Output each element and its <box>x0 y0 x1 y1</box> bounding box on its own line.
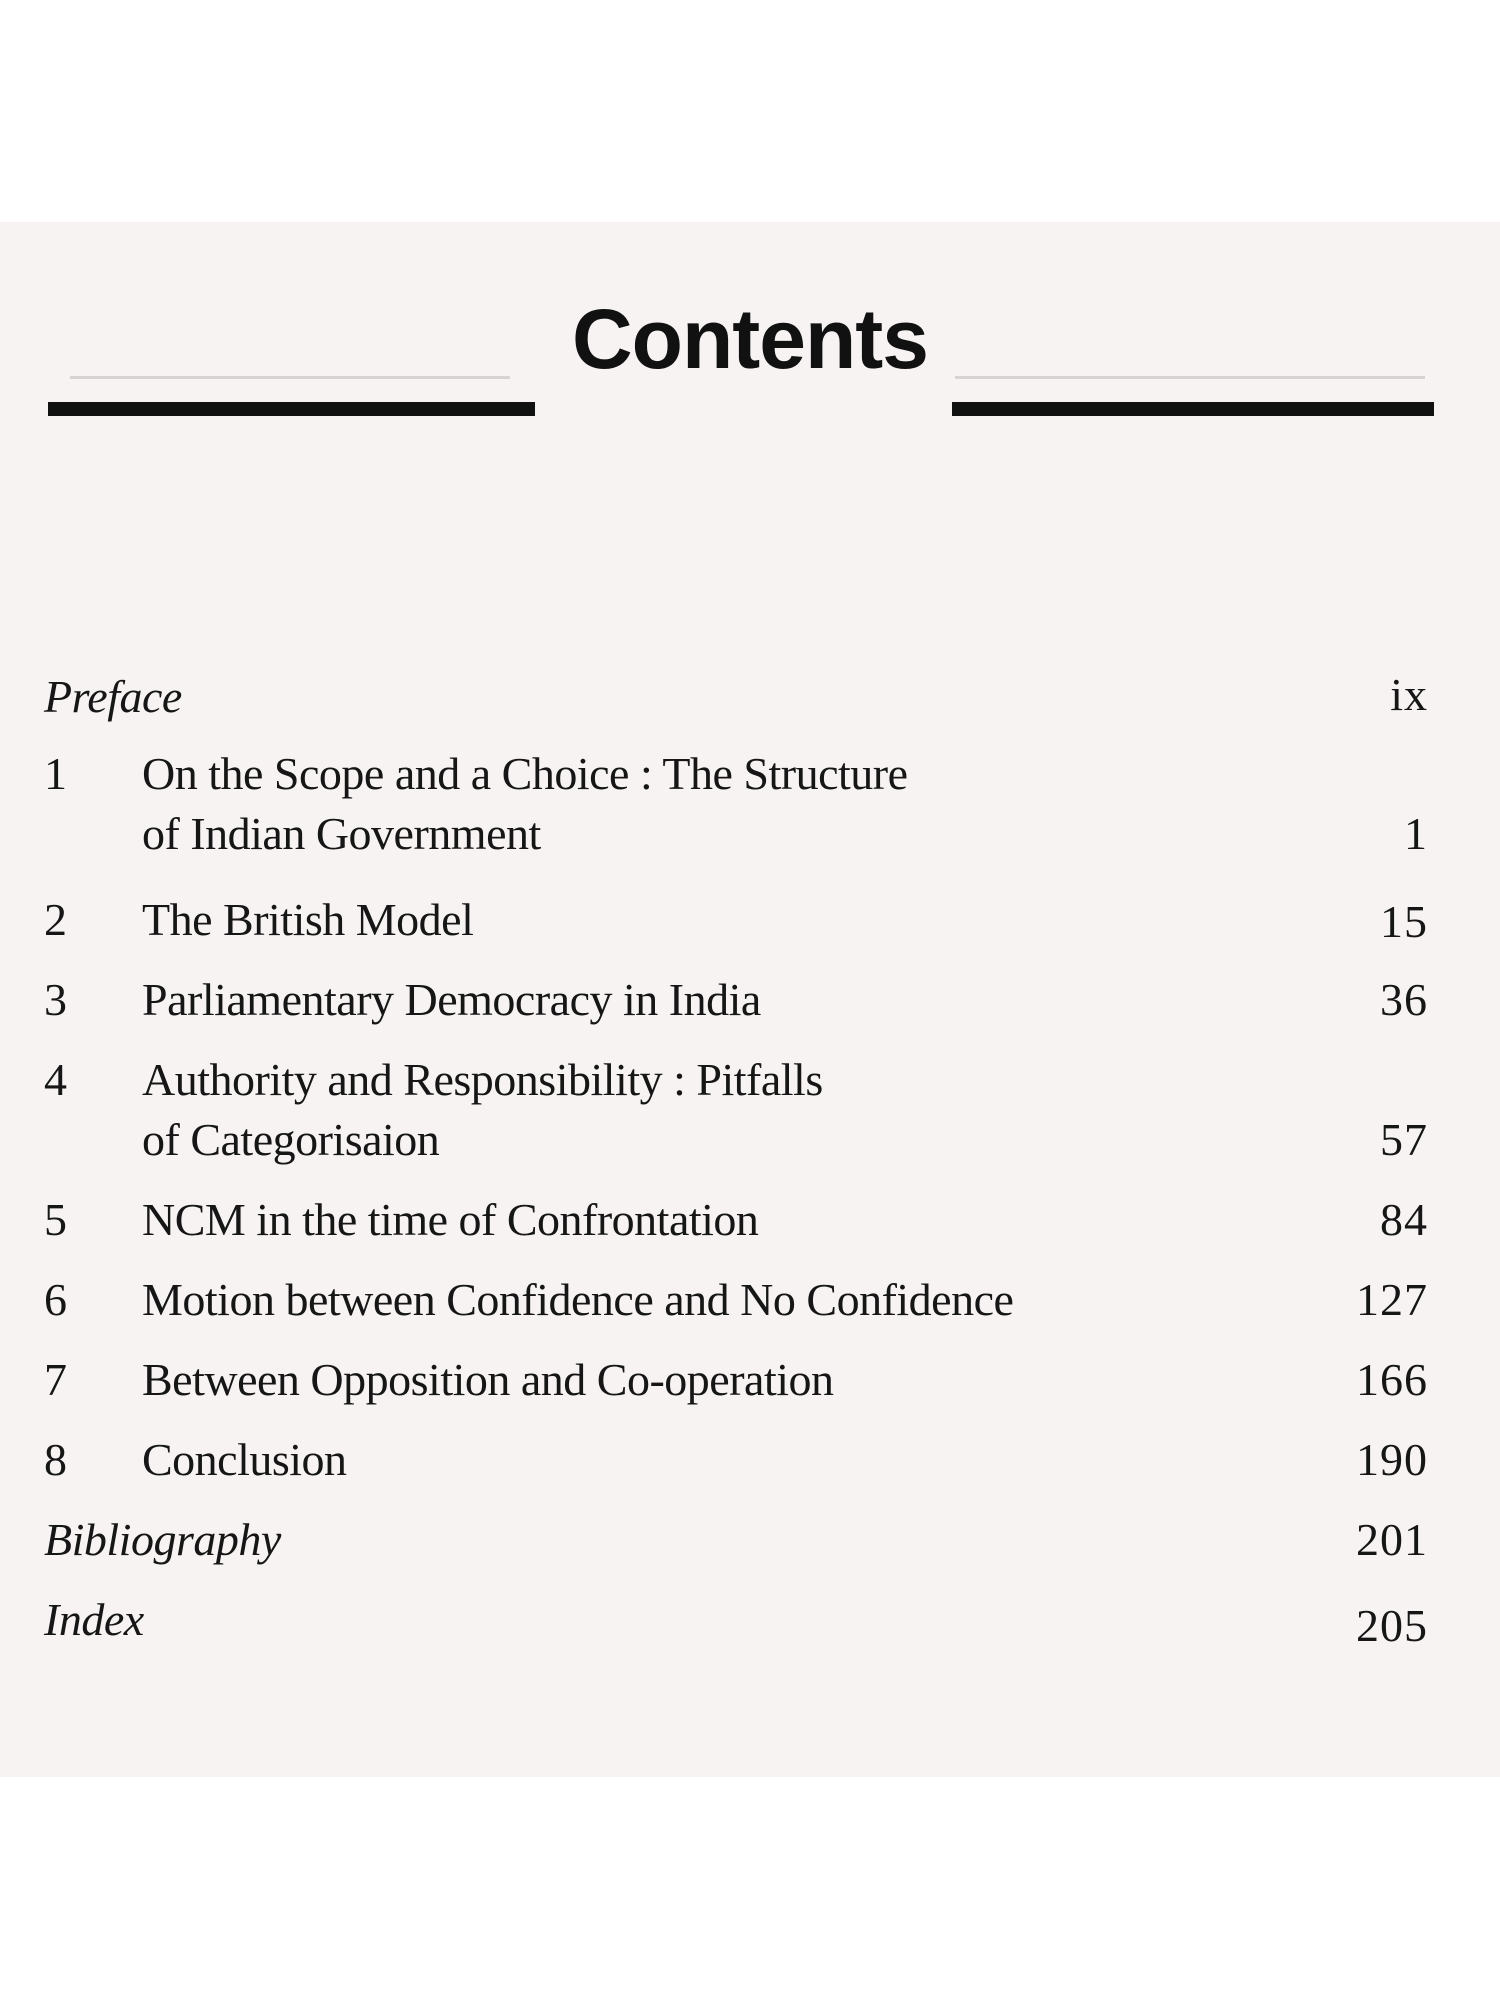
book-page <box>0 222 1500 1777</box>
toc-page-number: 1 <box>1404 808 1428 859</box>
chapter-title <box>142 1270 1013 1330</box>
toc-page-number: 201 <box>1356 1514 1428 1565</box>
chapter-title-line: Between Opposition and Co-operation <box>142 1354 834 1405</box>
heading-rule-left <box>48 402 535 416</box>
chapter-number: 3 <box>44 974 67 1025</box>
toc-page-number: 57 <box>1380 1114 1428 1165</box>
heading-rule-right <box>952 402 1434 416</box>
chapter-number: 1 <box>44 748 67 799</box>
chapter-title <box>142 1350 834 1410</box>
chapter-title-line: The British Model <box>142 894 474 945</box>
toc-page-number: 15 <box>1380 896 1428 947</box>
toc-page-number: ix <box>1390 669 1428 720</box>
chapter-title-line: of Indian Government <box>142 808 541 859</box>
chapter-title <box>142 970 761 1030</box>
chapter-number: 7 <box>44 1354 67 1405</box>
toc-page-number: 127 <box>1356 1274 1428 1325</box>
chapter-title-line: Authority and Responsibility : Pitfalls <box>142 1054 823 1105</box>
page-title: Contents <box>572 292 928 386</box>
toc-page-number: 190 <box>1356 1434 1428 1485</box>
chapter-title-line: Conclusion <box>142 1434 347 1485</box>
chapter-title <box>142 1050 823 1170</box>
toc-entry-label: Index <box>44 1594 144 1645</box>
chapter-title-line: On the Scope and a Choice : The Structure <box>142 748 908 799</box>
chapter-number: 2 <box>44 894 67 945</box>
chapter-title-line: Motion between Confidence and No Confidence <box>142 1274 1014 1325</box>
toc-page-number: 166 <box>1356 1354 1428 1405</box>
chapter-title-line: NCM in the time of Confrontation <box>142 1194 759 1245</box>
chapter-title-line: Parliamentary Democracy in India <box>142 974 761 1025</box>
chapter-number: 4 <box>44 1054 67 1105</box>
chapter-number: 5 <box>44 1194 67 1245</box>
chapter-number: 8 <box>44 1434 67 1485</box>
toc-page-number: 84 <box>1380 1194 1428 1245</box>
chapter-number: 6 <box>44 1274 67 1325</box>
chapter-title <box>142 1190 758 1250</box>
chapter-title <box>142 744 908 864</box>
contents-heading <box>0 284 1500 394</box>
chapter-title-line: of Categorisaion <box>142 1114 440 1165</box>
toc-entry-label: Preface <box>44 671 182 722</box>
chapter-title <box>142 1430 347 1490</box>
toc-page-number: 36 <box>1380 974 1428 1025</box>
toc-entry-label: Bibliography <box>44 1514 281 1565</box>
toc-page-number: 205 <box>1356 1600 1428 1651</box>
chapter-title <box>142 890 473 950</box>
